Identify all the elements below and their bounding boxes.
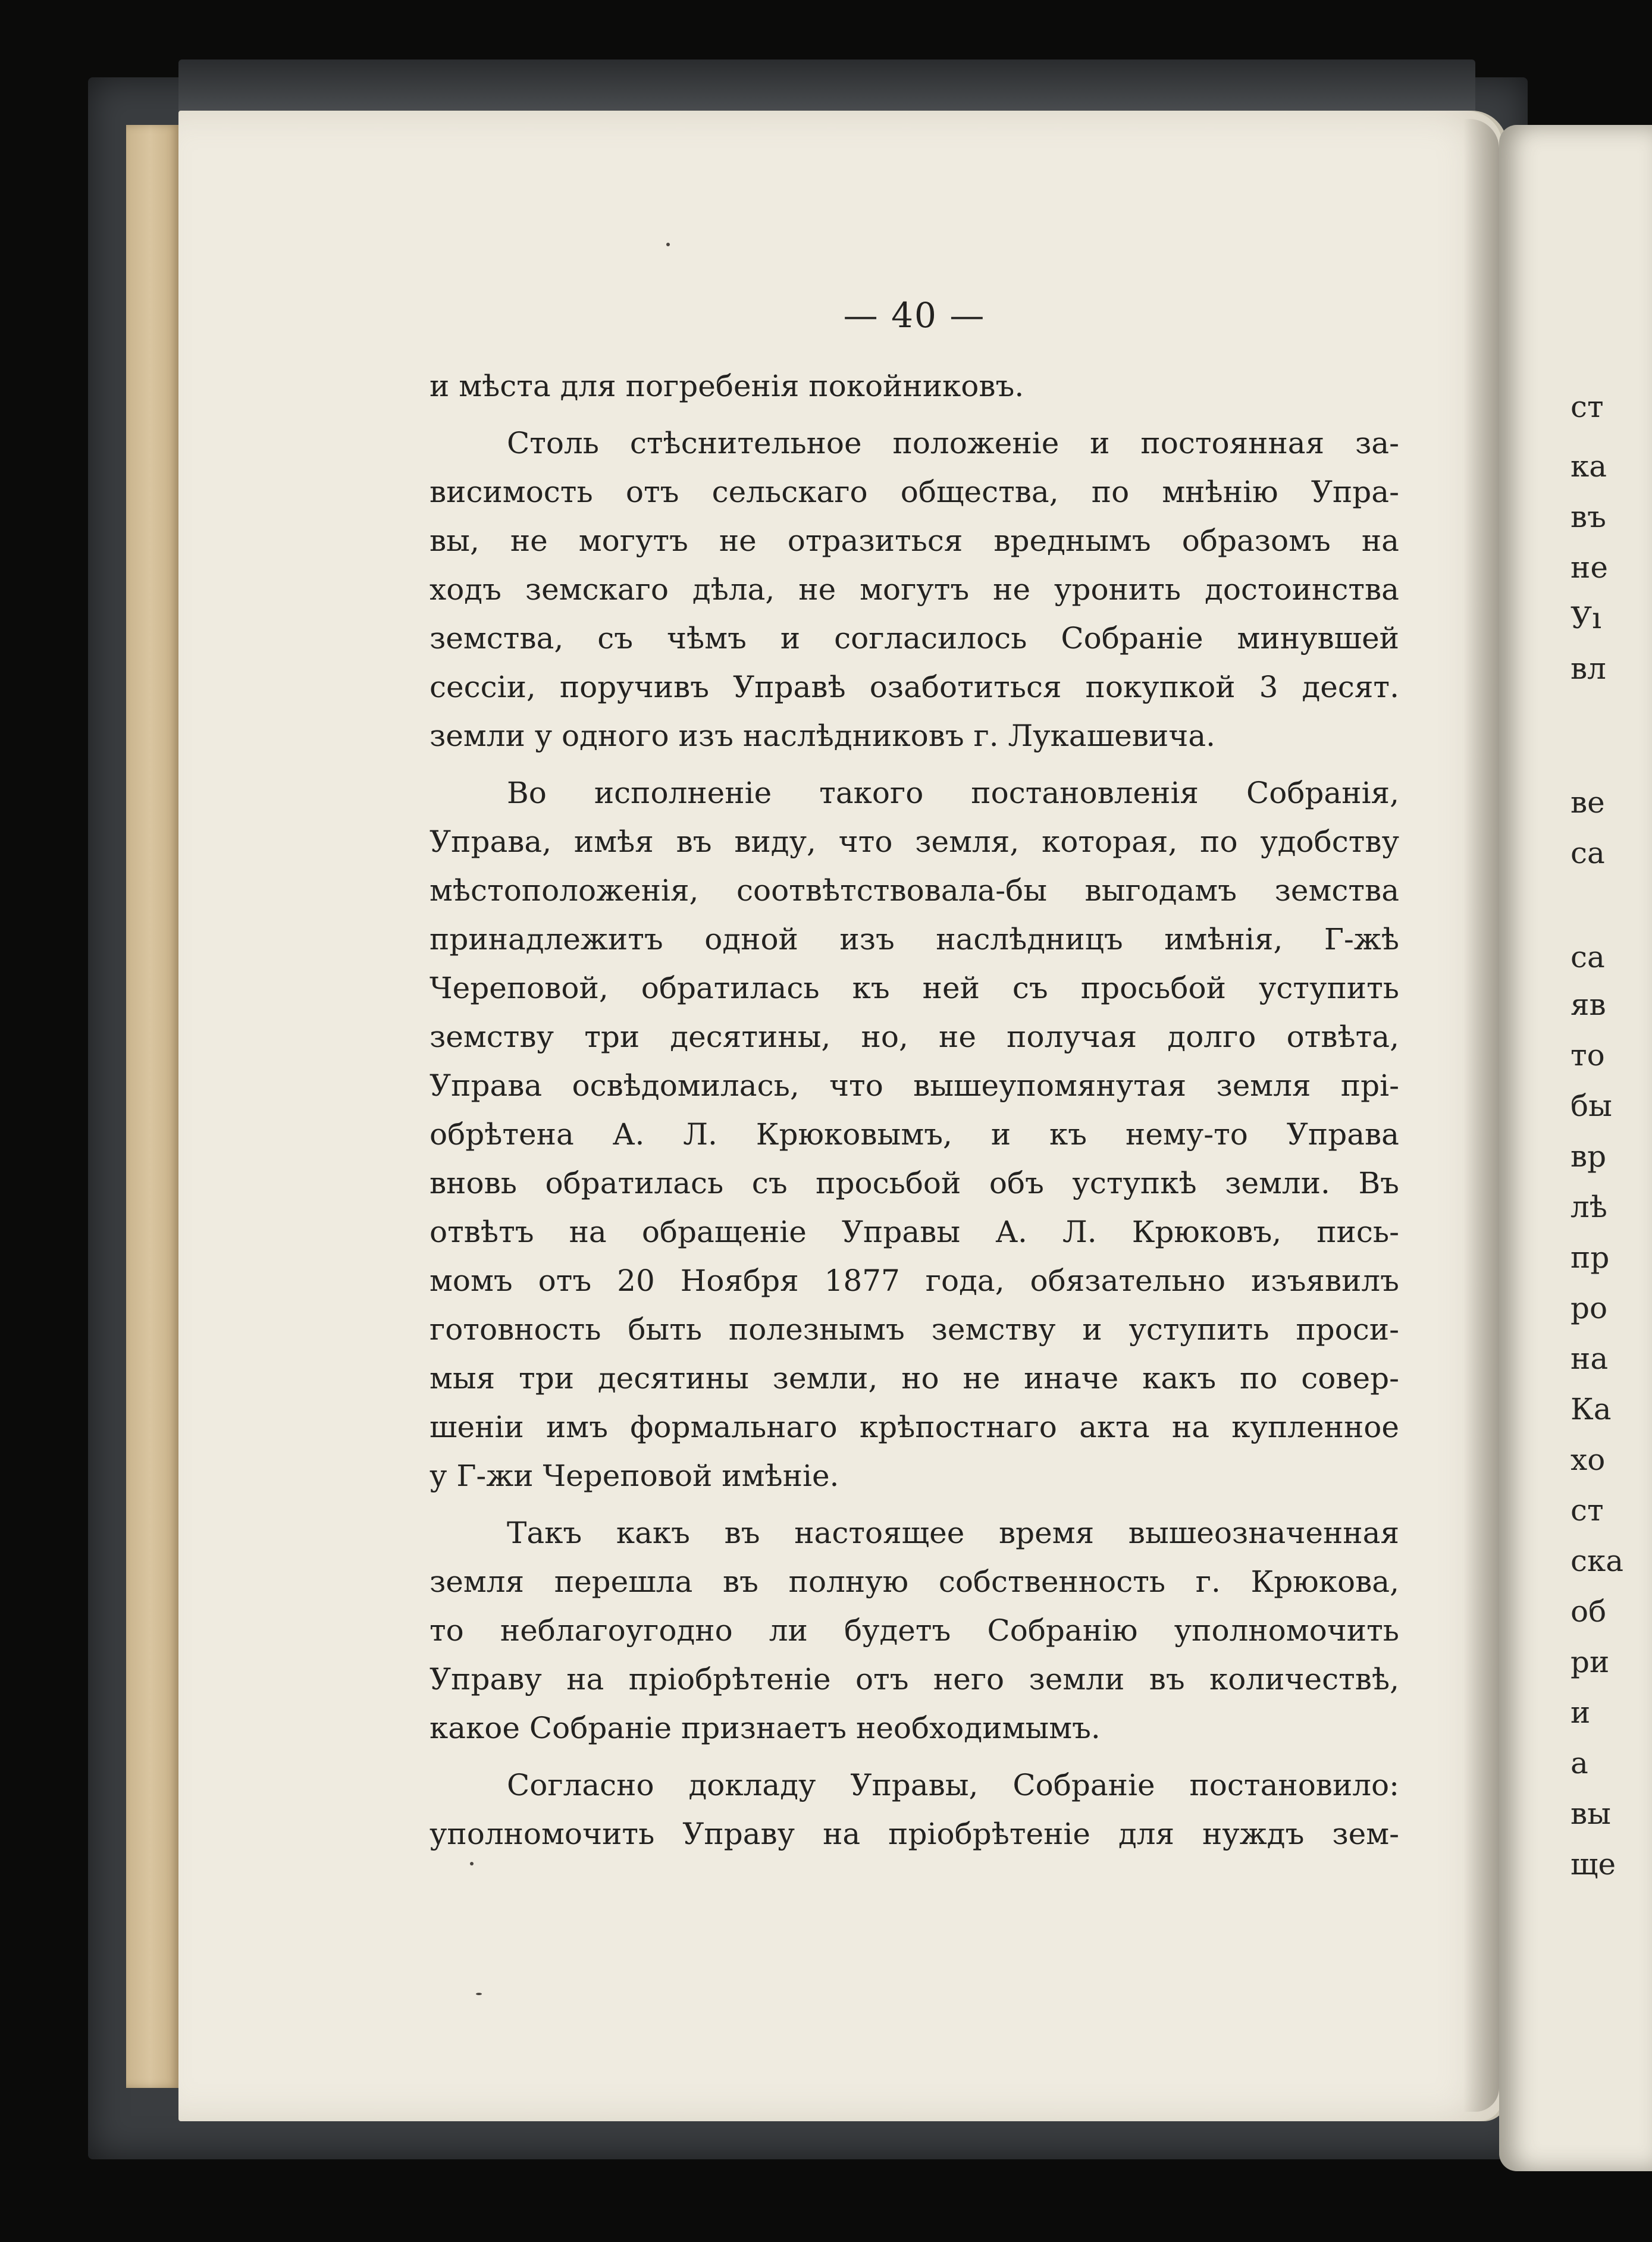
next-page-line-fragment: са [1571, 836, 1605, 870]
next-page-line-fragment: ще [1571, 1847, 1616, 1882]
text-line: Столь стѣснительное положеніе и постоянная за- [507, 426, 1399, 460]
page-text [430, 291, 1399, 1858]
next-page-line-fragment: ка [1571, 449, 1607, 484]
next-page-line-fragment: яв [1571, 987, 1606, 1022]
next-page-line-fragment: вр [1571, 1139, 1607, 1174]
next-page-line-fragment: и [1571, 1695, 1591, 1730]
next-page-line-fragment: Ка [1571, 1392, 1612, 1426]
text-line: Управа, имѣя въ виду, что земля, которая, по удобству [430, 824, 1399, 859]
text-line: висимость отъ сельскаго общества, по мнѣнію Упра- [430, 475, 1399, 509]
paragraph-lines [430, 362, 1399, 1858]
text-line: земства, съ чѣмъ и согласилось Собраніе минувшей [430, 621, 1399, 656]
next-page-line-fragment: въ [1571, 500, 1606, 534]
text-line: Череповой, обратилась къ ней съ просьбой уступить [430, 971, 1399, 1005]
text-line: принадлежитъ одной изъ наслѣдницъ имѣнія, Г-жѣ [430, 922, 1399, 957]
paper-speck [666, 243, 670, 246]
paper-speck [470, 1862, 474, 1865]
text-line: Управа освѣдомилась, что вышеупомянутая земля прі- [430, 1068, 1399, 1103]
gutter-shadow [1463, 119, 1499, 2112]
text-line: земству три десятины, но, не получая долго отвѣта, [430, 1020, 1399, 1054]
cover-top-edge [178, 59, 1475, 113]
next-page-line-fragment: пр [1571, 1240, 1610, 1275]
next-page-line-fragment: вы [1571, 1796, 1611, 1831]
text-line: то неблагоугодно ли будетъ Собранію уполномочить [430, 1613, 1399, 1648]
paper-speck [476, 1993, 482, 1995]
next-page-line-fragment: а [1571, 1746, 1588, 1780]
next-page-line-fragment: вл [1571, 651, 1606, 686]
next-page-line-fragment: са [1571, 940, 1605, 974]
next-page-line-fragment: то [1571, 1038, 1605, 1073]
text-line: уполномочить Управу на пріобрѣтеніе для нуждъ зем- [430, 1817, 1399, 1851]
text-line: отвѣтъ на обращеніе Управы А. Л. Крюковъ, пись- [430, 1215, 1399, 1249]
next-page-line-fragment: ска [1571, 1544, 1624, 1578]
text-line: обрѣтена А. Л. Крюковымъ, и къ нему-то Управа [430, 1117, 1399, 1152]
next-page-line-fragment: об [1571, 1594, 1607, 1629]
text-line: вновь обратилась съ просьбой объ уступкѣ земли. Въ [430, 1166, 1399, 1200]
next-page-line-fragment: ро [1571, 1291, 1608, 1325]
next-page-line-fragment: ст [1571, 390, 1604, 424]
next-page-line-fragment: хо [1571, 1443, 1606, 1477]
next-page-line-fragment: лѣ [1571, 1190, 1607, 1224]
next-page-line-fragment: на [1571, 1341, 1609, 1376]
text-line: у Г-жи Череповой имѣніе. [430, 1459, 839, 1493]
text-line: ходъ земскаго дѣла, не могутъ не уронить достоинства [430, 572, 1399, 607]
text-line: земля перешла въ полную собственность г. Крюкова, [430, 1564, 1399, 1599]
next-page-line-fragment: Уı [1571, 601, 1602, 635]
text-line: Во исполненіе такого постановленія Собранія, [507, 776, 1399, 810]
text-line: готовность быть полезнымъ земству и уступить проси- [430, 1312, 1399, 1347]
text-line: шеніи имъ формальнаго крѣпостнаго акта на купленное [430, 1410, 1399, 1444]
text-line: мыя три десятины земли, но не иначе какъ по совер- [430, 1361, 1399, 1396]
text-line: Управу на пріобрѣтеніе отъ него земли въ количествѣ, [430, 1662, 1399, 1697]
next-page-line-fragment: ст [1571, 1493, 1604, 1528]
text-line: земли у одного изъ наслѣдниковъ г. Лукашевича. [430, 719, 1216, 753]
next-page-line-fragment: бы [1571, 1089, 1612, 1123]
text-line: момъ отъ 20 Ноября 1877 года, обязательно изъявилъ [430, 1263, 1399, 1298]
next-page-line-fragment: не [1571, 550, 1608, 585]
text-line: Такъ какъ въ настоящее время вышеозначенная [507, 1516, 1399, 1550]
text-line: Согласно докладу Управы, Собраніе постановило: [507, 1768, 1399, 1802]
next-page-line-fragment: ве [1571, 785, 1605, 820]
text-line: какое Собраніе признаетъ необходимымъ. [430, 1711, 1101, 1745]
text-line: мѣстоположенія, соотвѣтствовала-бы выгодамъ земства [430, 873, 1399, 908]
text-line: сессіи, поручивъ Управѣ озаботиться покупкой 3 десят. [430, 670, 1399, 704]
binding-strip [126, 125, 180, 2088]
next-page-line-fragment: ри [1571, 1645, 1610, 1679]
text-line: и мѣста для погребенія покойниковъ. [430, 369, 1024, 403]
page-number: — 40 — [843, 295, 986, 335]
text-line: вы, не могутъ не отразиться вреднымъ образомъ на [430, 523, 1399, 558]
